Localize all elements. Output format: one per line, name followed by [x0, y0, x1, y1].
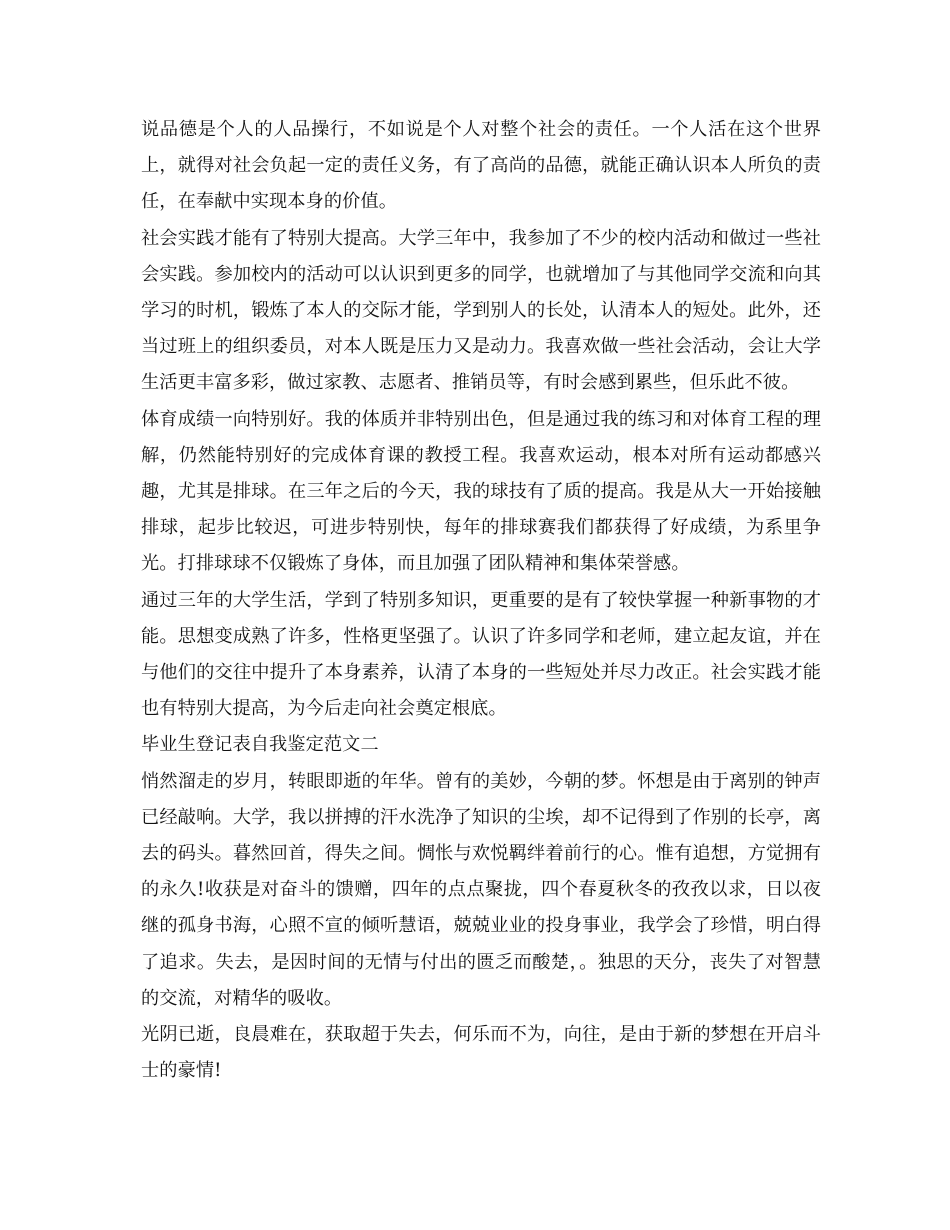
paragraph-reflection: 悄然溜走的岁月，转眼即逝的年华。曾有的美妙，今朝的梦。怀想是由于离别的钟声已经敲响。大学，我以拼搏的汗水洗净了知识的尘埃，却不记得到了作别的长亭，离去的码头。暮然回首，得失之间。惆怅与欢悦羁绊着前行的心。惟有追想，方觉拥有的永久!收获是对奋斗的馈赠，四年的点点聚拢，四个春夏秋冬的孜孜以求，日以夜继的孤身书海，心照不宣的倾听慧语，兢兢业业的投身事业，我学会了珍惜，明白得了追求。失去，是因时间的无情与付出的匮乏而酸楚，。独思的天分，丧失了对智慧的交流，对精华的吸收。 [141, 770, 821, 1009]
paragraph-character-responsibility: 说品德是个人的人品操行，不如说是个人对整个社会的责任。一个人活在这个世界上，就得对社会负起一定的责任义务，有了高尚的品德，就能正确认识本人所负的责任，在奉献中实现本身的价值。 [141, 119, 821, 213]
document-body [141, 112, 821, 1089]
paragraph-closing: 光阴已逝，良晨难在，获取超于失去，何乐而不为，向往，是由于新的梦想在开启斗士的豪情! [141, 1024, 821, 1082]
paragraph-social-practice: 社会实践才能有了特别大提高。大学三年中，我参加了不少的校内活动和做过一些社会实践。参加校内的活动可以认识到更多的同学，也就增加了与其他同学交流和向其学习的时机，锻炼了本人的交际才能，学到别人的长处，认清本人的短处。此外，还当过班上的组织委员，对本人既是压力又是动力。我喜欢做一些社会活动，会让大学生活更丰富多彩，做过家教、志愿者、推销员等，有时会感到累些，但乐此不彼。 [141, 227, 821, 394]
section-heading: 毕业生登记表自我鉴定范文二 [141, 734, 379, 756]
paragraph-sports: 体育成绩一向特别好。我的体质并非特别出色，但是通过我的练习和对体育工程的理解，仍然能特别好的完成体育课的教授工程。我喜欢运动，根本对所有运动都感兴趣，尤其是排球。在三年之后的今天，我的球技有了质的提高。我是从大一开始接触排球，起步比较迟，可进步特别快，每年的排球赛我们都获得了好成绩，为系里争光。打排球球不仅锻炼了身体，而且加强了团队精神和集体荣誉感。 [141, 408, 821, 575]
paragraph-summary: 通过三年的大学生活，学到了特别多知识，更重要的是有了较快掌握一种新事物的才能。思想变成熟了许多，性格更坚强了。认识了许多同学和老师，建立起友谊，并在与他们的交往中提升了本身素养，认清了本身的一些短处并尽力改正。社会实践才能也有特别大提高，为今后走向社会奠定根底。 [141, 589, 821, 720]
